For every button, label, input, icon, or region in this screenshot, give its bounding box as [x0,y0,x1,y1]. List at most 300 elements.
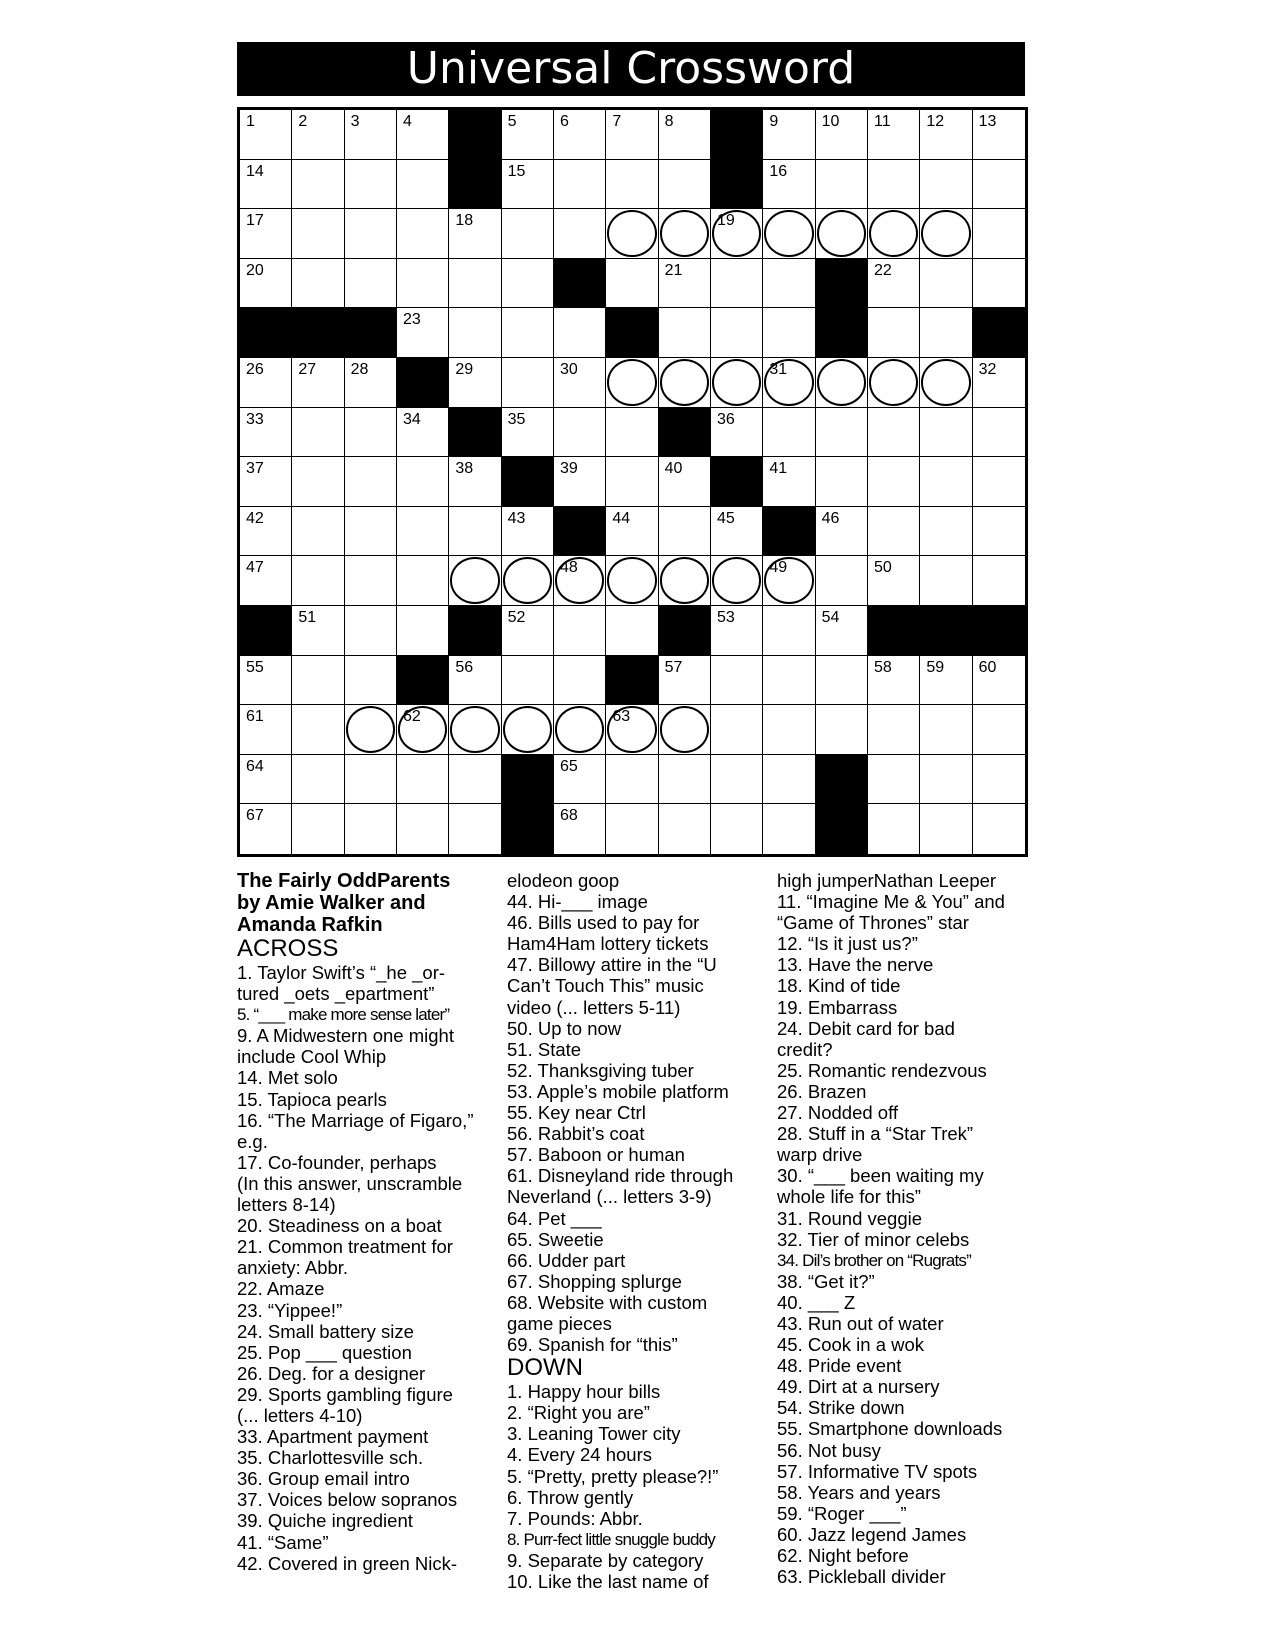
grid-cell[interactable] [973,556,1025,606]
cell-number: 51 [298,609,317,626]
grid-cell[interactable] [763,160,815,210]
clue-line: 8. Purr-fect little snuggle buddy [507,1529,715,1549]
grid-cell[interactable] [397,209,449,259]
grid-cell[interactable] [868,705,920,755]
grid-cell[interactable] [606,755,658,805]
cell-number: 66 [821,757,840,775]
grid-cell[interactable] [659,755,711,805]
clue-line: 15. Tapioca pearls [237,1088,387,1110]
grid-cell[interactable] [606,556,658,606]
grid-cell[interactable] [449,209,501,259]
cell-number: 49 [769,559,788,577]
cell-number: 35 [507,410,526,428]
grid-cell[interactable] [502,705,554,755]
grid-cell[interactable] [292,457,344,507]
clue-line: 18. Kind of tide [777,975,901,997]
clue-line: 32. Tier of minor celebs [777,1228,970,1250]
grid-cell[interactable] [659,160,711,210]
grid-cell[interactable] [502,656,554,706]
grid-cell[interactable] [711,656,763,706]
grid-cell[interactable] [554,656,606,706]
clue-line: 46. Bills used to pay for [507,912,700,934]
grid-cell[interactable] [973,656,1025,706]
grid-cell[interactable] [397,110,449,160]
grid-cell[interactable] [606,358,658,408]
clue-line: 41. “Same” [237,1531,329,1553]
cell-circle [450,706,499,753]
grid-cell[interactable] [816,606,868,656]
grid-cell[interactable] [763,308,815,358]
clue-line: 20. Steadiness on a boat [237,1215,442,1237]
puzzle-name: The Fairly OddParents [237,870,451,892]
grid-cell[interactable] [449,259,501,309]
grid-cell[interactable] [711,308,763,358]
clue-line: 26. Brazen [777,1080,867,1102]
grid-cell[interactable] [292,507,344,557]
grid-cell[interactable] [397,408,449,458]
cell-number: 32 [978,361,997,378]
grid-cell[interactable] [868,358,920,408]
grid-cell-black [449,606,501,656]
grid-cell[interactable] [606,507,658,557]
grid-cell[interactable] [606,457,658,507]
clue-line: (... letters 4-10) [237,1404,363,1426]
grid-cell[interactable] [920,308,972,358]
clue-line: anxiety: Abbr. [237,1257,349,1279]
grid-cell[interactable] [345,606,397,656]
clue-line: 34. Dil’s brother on “Rugrats” [777,1250,971,1270]
cell-number: 38 [455,460,474,478]
grid-cell-black [449,110,501,160]
grid-cell[interactable] [973,457,1025,507]
cell-number: 56 [455,658,474,676]
grid-cell[interactable] [240,507,292,557]
clue-line: 59. “Roger ___” [777,1502,907,1524]
grid-cell-black [397,358,449,408]
clue-line: 50. Up to now [507,1017,622,1039]
grid-cell[interactable] [502,209,554,259]
clue-line: video (... letters 5-11) [507,996,681,1018]
clue-column-1 [237,870,499,1574]
grid-cell[interactable] [711,606,763,656]
grid-cell[interactable] [763,408,815,458]
grid-cell[interactable] [554,308,606,358]
cell-circle [869,359,918,406]
grid-cell[interactable] [397,755,449,805]
cell-number: 10 [821,113,840,130]
grid-cell[interactable] [868,457,920,507]
grid-cell[interactable] [606,705,658,755]
grid-cell[interactable] [659,358,711,408]
clue-line: 52. Thanksgiving tuber [507,1059,694,1081]
cell-number: 45 [717,509,735,527]
grid-cell[interactable] [554,804,606,854]
grid-cell[interactable] [920,408,972,458]
cell-number: 5 [507,113,517,130]
grid-cell[interactable] [345,507,397,557]
clue-line: 24. Debit card for bad [777,1017,955,1039]
clue-line: 55. Smartphone downloads [777,1418,1003,1440]
clue-line: 16. “The Marriage of Figaro,” [237,1109,474,1131]
cell-number: 63 [612,708,631,726]
clue-line: 31. Round veggie [777,1207,923,1229]
cell-circle [660,210,709,257]
grid-cell[interactable] [397,308,449,358]
grid-cell[interactable] [502,507,554,557]
cell-circle [869,210,918,257]
grid-cell[interactable] [920,457,972,507]
grid-cell[interactable] [973,408,1025,458]
grid-cell[interactable] [397,457,449,507]
grid-cell[interactable] [920,110,972,160]
clue-line: 37. Voices below sopranos [237,1489,458,1511]
grid-cell[interactable] [449,656,501,706]
grid-cell[interactable] [240,656,292,706]
grid-cell[interactable] [345,408,397,458]
grid-cell[interactable] [763,358,815,408]
grid-cell[interactable] [397,507,449,557]
clue-line: 3. Leaning Tower city [507,1423,681,1445]
grid-cell[interactable] [659,110,711,160]
grid-cell[interactable] [868,259,920,309]
grid-cell[interactable] [606,408,658,458]
grid-cell[interactable] [659,804,711,854]
grid-cell[interactable] [816,408,868,458]
grid-cell[interactable] [606,804,658,854]
grid-cell[interactable] [502,110,554,160]
crossword-grid [237,107,1028,857]
grid-cell[interactable] [554,457,606,507]
clue-line: 9. Separate by category [507,1549,704,1571]
grid-cell[interactable] [345,755,397,805]
grid-cell[interactable] [816,705,868,755]
cell-number: 43 [507,509,526,527]
grid-cell[interactable] [763,656,815,706]
grid-cell[interactable] [554,160,606,210]
grid-cell-black [763,507,815,557]
grid-cell[interactable] [920,705,972,755]
clue-line: 47. Billowy attire in the “U [507,954,717,976]
grid-cell[interactable] [345,358,397,408]
grid-cell[interactable] [397,556,449,606]
clue-line: 10. Like the last name of [507,1571,709,1592]
grid-cell[interactable] [973,507,1025,557]
grid-cell[interactable] [763,209,815,259]
grid-cell[interactable] [920,804,972,854]
grid-cell[interactable] [659,656,711,706]
grid-cell[interactable] [554,705,606,755]
clue-line: (In this answer, unscramble [237,1172,463,1194]
grid-cell[interactable] [292,358,344,408]
clue-line: 56. Rabbit’s coat [507,1123,645,1145]
grid-cell[interactable] [292,755,344,805]
grid-cell[interactable] [816,209,868,259]
grid-cell[interactable] [397,160,449,210]
grid-cell[interactable] [920,160,972,210]
grid-cell[interactable] [345,160,397,210]
grid-cell[interactable] [292,259,344,309]
clue-line: elodeon goop [507,870,620,891]
clue-line: whole life for this” [777,1186,921,1208]
cell-number: 16 [769,162,788,180]
cell-number: 37 [246,460,264,478]
grid-cell[interactable] [397,259,449,309]
grid-cell[interactable] [763,606,815,656]
grid-cell[interactable] [973,705,1025,755]
grid-cell[interactable] [240,209,292,259]
grid-cell[interactable] [711,259,763,309]
grid-cell[interactable] [502,556,554,606]
grid-cell[interactable] [449,308,501,358]
grid-cell[interactable] [868,556,920,606]
grid-cell[interactable] [292,110,344,160]
grid-cell[interactable] [240,408,292,458]
grid-cell[interactable] [659,507,711,557]
clue-line: 13. Have the nerve [777,954,934,976]
grid-cell[interactable] [345,259,397,309]
clue-line: 5. “Pretty, pretty please?!” [507,1465,719,1487]
clue-line: 6. Throw gently [507,1486,634,1508]
puzzle-byline-2: Amanda Rafkin [237,914,383,936]
clue-line: 22. Amaze [237,1278,325,1300]
grid-cell[interactable] [345,656,397,706]
clue-line: 1. Happy hour bills [507,1381,661,1403]
cell-circle [921,210,970,257]
page-title: Universal Crossword [237,42,1025,96]
grid-cell-black [502,804,554,854]
clue-column-2 [507,870,769,1592]
grid-cell[interactable] [816,110,868,160]
cell-number: 15 [507,162,526,180]
cell-number: 65 [560,757,578,775]
grid-cell[interactable] [292,160,344,210]
clue-line: 61. Disneyland ride through [507,1165,734,1187]
grid-cell[interactable] [449,556,501,606]
cell-circle [712,557,761,604]
grid-cell[interactable] [973,110,1025,160]
grid-cell[interactable] [502,358,554,408]
grid-cell[interactable] [711,408,763,458]
clue-line: 4. Every 24 hours [507,1444,652,1466]
cell-circle [503,706,552,753]
clue-line: 45. Cook in a wok [777,1334,925,1356]
grid-cell[interactable] [763,457,815,507]
grid-cell[interactable] [345,209,397,259]
grid-cell[interactable] [397,804,449,854]
cell-number: 31 [769,361,788,378]
grid-cell[interactable] [763,556,815,606]
clue-line: 1. Taylor Swift’s “_he _or- [237,962,446,983]
grid-cell-black [711,457,763,507]
grid-cell[interactable] [920,656,972,706]
clue-line: 25. Pop ___ question [237,1341,412,1363]
grid-cell[interactable] [449,705,501,755]
grid-cell[interactable] [502,606,554,656]
grid-cell[interactable] [502,259,554,309]
grid-cell[interactable] [973,259,1025,309]
cell-number: 26 [246,361,264,378]
grid-cell[interactable] [292,705,344,755]
cell-number: 23 [403,311,421,329]
grid-cell[interactable] [868,308,920,358]
grid-cell[interactable] [973,160,1025,210]
grid-cell[interactable] [449,507,501,557]
across-clue-list [237,962,499,1574]
clue-line: 57. Informative TV spots [777,1460,978,1482]
grid-cell[interactable] [449,358,501,408]
grid-cell[interactable] [345,457,397,507]
grid-cell[interactable] [240,755,292,805]
grid-cell[interactable] [240,804,292,854]
cell-number: 19 [717,212,735,230]
cell-circle [921,359,970,406]
clue-line: 21. Common treatment for [237,1236,453,1258]
grid-cell[interactable] [659,209,711,259]
clue-line: 69. Spanish for “this” [507,1334,678,1356]
grid-cell[interactable] [659,457,711,507]
down-heading: DOWN [507,1354,583,1382]
grid-cell[interactable] [973,209,1025,259]
grid-cell[interactable] [554,606,606,656]
clue-line: 23. “Yippee!” [237,1299,343,1321]
grid-cell[interactable] [449,755,501,805]
grid-cell[interactable] [920,556,972,606]
grid-cell[interactable] [920,358,972,408]
grid-cell[interactable] [659,259,711,309]
cell-circle [607,359,656,406]
grid-cell[interactable] [816,556,868,606]
grid-cell[interactable] [292,606,344,656]
grid-cell[interactable] [606,110,658,160]
grid-cell[interactable] [711,755,763,805]
grid-cell[interactable] [554,556,606,606]
grid-cell[interactable] [606,606,658,656]
clue-line: 7. Pounds: Abbr. [507,1507,643,1529]
clue-line: high jumperNathan Leeper [777,870,997,891]
grid-cell[interactable] [816,358,868,408]
grid-cell[interactable] [868,507,920,557]
grid-cell[interactable] [659,308,711,358]
grid-cell[interactable] [973,804,1025,854]
grid-cell[interactable] [816,160,868,210]
cell-number: 21 [664,261,683,279]
grid-cell[interactable] [554,110,606,160]
clue-line: 51. State [507,1038,582,1060]
grid-cell[interactable] [240,358,292,408]
grid-cell[interactable] [973,358,1025,408]
cell-number: 2 [298,113,308,130]
grid-cell[interactable] [763,755,815,805]
grid-cell[interactable] [816,457,868,507]
grid-cell[interactable] [345,705,397,755]
grid-cell[interactable] [920,755,972,805]
grid-cell[interactable] [240,705,292,755]
grid-cell[interactable] [868,408,920,458]
grid-cell[interactable] [397,705,449,755]
grid-cell[interactable] [292,408,344,458]
clue-line: Neverland (... letters 3-9) [507,1186,712,1208]
grid-cell[interactable] [920,259,972,309]
grid-cell[interactable] [502,408,554,458]
grid-cell[interactable] [920,209,972,259]
grid-cell-black [816,804,868,854]
grid-cell[interactable] [711,556,763,606]
grid-cell[interactable] [292,656,344,706]
cell-circle [346,706,395,753]
grid-cell[interactable] [606,209,658,259]
grid-cell[interactable] [763,259,815,309]
clue-line: 17. Co-founder, perhaps [237,1151,437,1173]
grid-cell-black [449,160,501,210]
grid-cell[interactable] [711,804,763,854]
grid-cell[interactable] [554,209,606,259]
grid-cell[interactable] [449,804,501,854]
grid-cell[interactable] [240,110,292,160]
grid-cell[interactable] [240,259,292,309]
grid-cell[interactable] [868,656,920,706]
grid-cell[interactable] [606,259,658,309]
grid-cell[interactable] [606,160,658,210]
grid-cell[interactable] [868,209,920,259]
cell-number: 13 [978,113,997,130]
grid-cell[interactable] [449,457,501,507]
grid-cell-black [816,755,868,805]
grid-cell[interactable] [763,110,815,160]
grid-cell[interactable] [711,705,763,755]
grid-cell[interactable] [240,160,292,210]
puzzle-byline: by Amie Walker and [237,892,426,914]
clue-line: 55. Key near Ctrl [507,1102,646,1124]
grid-cell[interactable] [292,556,344,606]
grid-cell[interactable] [554,358,606,408]
grid-cell[interactable] [554,755,606,805]
grid-cell[interactable] [240,556,292,606]
grid-cell[interactable] [345,804,397,854]
grid-cell[interactable] [920,507,972,557]
grid-cell[interactable] [292,209,344,259]
grid-cell[interactable] [711,507,763,557]
grid-cell[interactable] [711,209,763,259]
grid-cell[interactable] [868,160,920,210]
grid-cell-black [816,259,868,309]
grid-cell[interactable] [659,705,711,755]
grid-cell[interactable] [868,755,920,805]
grid-cell[interactable] [659,556,711,606]
grid-cell[interactable] [397,606,449,656]
clue-line: letters 8-14) [237,1194,336,1216]
grid-cell[interactable] [868,804,920,854]
grid-cell[interactable] [816,656,868,706]
grid-cell[interactable] [763,705,815,755]
grid-cell[interactable] [345,110,397,160]
grid-cell[interactable] [502,308,554,358]
grid-cell[interactable] [763,804,815,854]
grid-cell[interactable] [973,755,1025,805]
clue-line: Ham4Ham lottery tickets [507,933,709,955]
grid-cell[interactable] [240,457,292,507]
grid-cell[interactable] [502,160,554,210]
grid-cell-black [973,606,1025,656]
grid-cell[interactable] [292,804,344,854]
grid-cell[interactable] [868,110,920,160]
clue-column-3 [777,870,1037,1587]
grid-cell[interactable] [345,556,397,606]
cell-circle [817,359,866,406]
grid-cell[interactable] [711,358,763,408]
grid-cell[interactable] [816,507,868,557]
cell-number: 55 [246,658,264,676]
grid-cell[interactable] [554,408,606,458]
